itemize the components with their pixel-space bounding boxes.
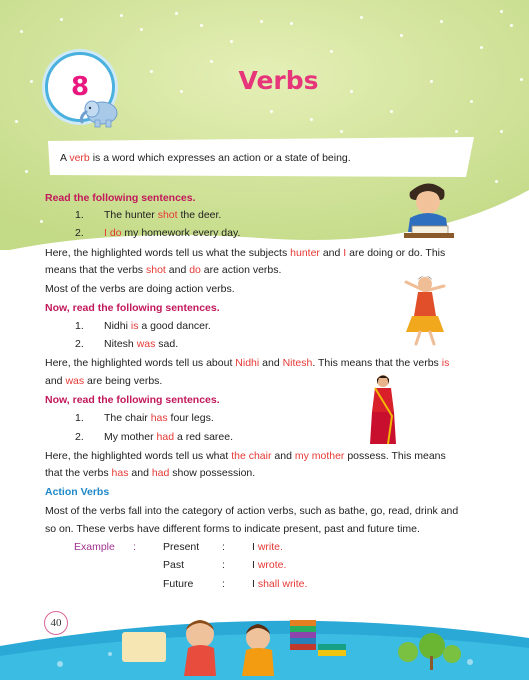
snow-dot bbox=[230, 40, 233, 43]
highlight-word: verb bbox=[69, 152, 90, 164]
snow-dot bbox=[470, 100, 473, 103]
snow-dot bbox=[140, 28, 143, 31]
sentence-text: Nidhi is a good dancer. bbox=[104, 320, 211, 332]
chapter-title: Verbs bbox=[238, 66, 319, 95]
sentence-item: 1. bbox=[75, 209, 84, 221]
section-heading: Action Verbs bbox=[45, 486, 110, 498]
section-heading: Now, read the following sentences. bbox=[45, 394, 220, 406]
sentence-text: The chair has four legs. bbox=[104, 412, 214, 424]
paragraph-line: means that the verbs shot and do are action verbs. bbox=[45, 264, 282, 276]
tense-label: Present bbox=[163, 541, 200, 553]
snow-dot bbox=[175, 12, 178, 15]
example-label: Example bbox=[74, 541, 115, 553]
snow-dot bbox=[400, 34, 403, 37]
sentence-item: 1. bbox=[75, 320, 84, 332]
tense-example: I write. bbox=[252, 541, 283, 553]
snow-dot bbox=[60, 18, 63, 21]
tense-example: I wrote. bbox=[252, 559, 287, 571]
dancer-illustration bbox=[400, 272, 450, 346]
sentence-item: 2. bbox=[75, 431, 84, 443]
snow-dot bbox=[455, 130, 458, 133]
sentence-item: 2. bbox=[75, 227, 84, 239]
snow-dot bbox=[290, 22, 293, 25]
snow-dot bbox=[480, 46, 483, 49]
paragraph-line: Most of the verbs are doing action verbs. bbox=[45, 283, 235, 295]
woman-saree-illustration bbox=[366, 372, 400, 446]
snow-dot bbox=[500, 130, 503, 133]
snow-dot bbox=[510, 200, 513, 203]
sentence-text: Nitesh was sad. bbox=[104, 338, 179, 350]
page-number: 40 bbox=[44, 611, 68, 635]
sentence-text: I do my homework every day. bbox=[104, 227, 241, 239]
example-colon: : bbox=[133, 541, 136, 553]
snow-dot bbox=[120, 14, 123, 17]
tense-colon: : bbox=[222, 578, 225, 590]
snow-dot bbox=[440, 20, 443, 23]
snow-dot bbox=[260, 20, 263, 23]
footer-illustration bbox=[0, 594, 529, 680]
tense-label: Future bbox=[163, 578, 194, 590]
chapter-number: 8 bbox=[70, 72, 90, 102]
snow-dot bbox=[20, 30, 23, 33]
sentence-item: 1. bbox=[75, 412, 84, 424]
section-heading: Now, read the following sentences. bbox=[45, 302, 220, 314]
snow-dot bbox=[330, 50, 333, 53]
paragraph-line: Here, the highlighted words tell us about Nidhi and Nitesh. This means that the verbs is bbox=[45, 357, 450, 369]
sentence-item: 2. bbox=[75, 338, 84, 350]
tense-colon: : bbox=[222, 541, 225, 553]
paragraph-line: Here, the highlighted words tell us what the chair and my mother possess. This means bbox=[45, 450, 446, 462]
paragraph-line: so on. These verbs have different forms to indicate present, past and future time. bbox=[45, 523, 420, 535]
snow-dot bbox=[510, 24, 513, 27]
paragraph-line: and was are being verbs. bbox=[45, 375, 163, 387]
boy-reading-illustration bbox=[400, 178, 458, 240]
snow-dot bbox=[25, 170, 28, 173]
snow-dot bbox=[15, 120, 18, 123]
sentence-text: My mother had a red saree. bbox=[104, 431, 233, 443]
tense-example: I shall write. bbox=[252, 578, 308, 590]
snow-dot bbox=[500, 10, 503, 13]
section-heading: Read the following sentences. bbox=[45, 192, 196, 204]
paragraph-line: Here, the highlighted words tell us what the subjects hunter and I are doing or do. This bbox=[45, 247, 446, 259]
definition-text: A verb is a word which expresses an action or a state of being. bbox=[60, 152, 351, 164]
snow-dot bbox=[340, 130, 343, 133]
paragraph-line: that the verbs has and had show possession. bbox=[45, 467, 256, 479]
snow-dot bbox=[495, 180, 498, 183]
tense-label: Past bbox=[163, 559, 185, 571]
snow-dot bbox=[210, 60, 213, 63]
paragraph-line: Most of the verbs fall into the category of action verbs, such as bathe, go, read, drink and bbox=[45, 505, 459, 517]
snow-dot bbox=[200, 24, 203, 27]
snow-dot bbox=[40, 220, 43, 223]
tense-colon: : bbox=[222, 559, 225, 571]
snow-dot bbox=[360, 16, 363, 19]
snow-dot bbox=[390, 110, 393, 113]
snow-dot bbox=[310, 118, 313, 121]
snow-dot bbox=[270, 110, 273, 113]
elephant-icon bbox=[78, 94, 124, 128]
sentence-text: The hunter shot the deer. bbox=[104, 209, 222, 221]
